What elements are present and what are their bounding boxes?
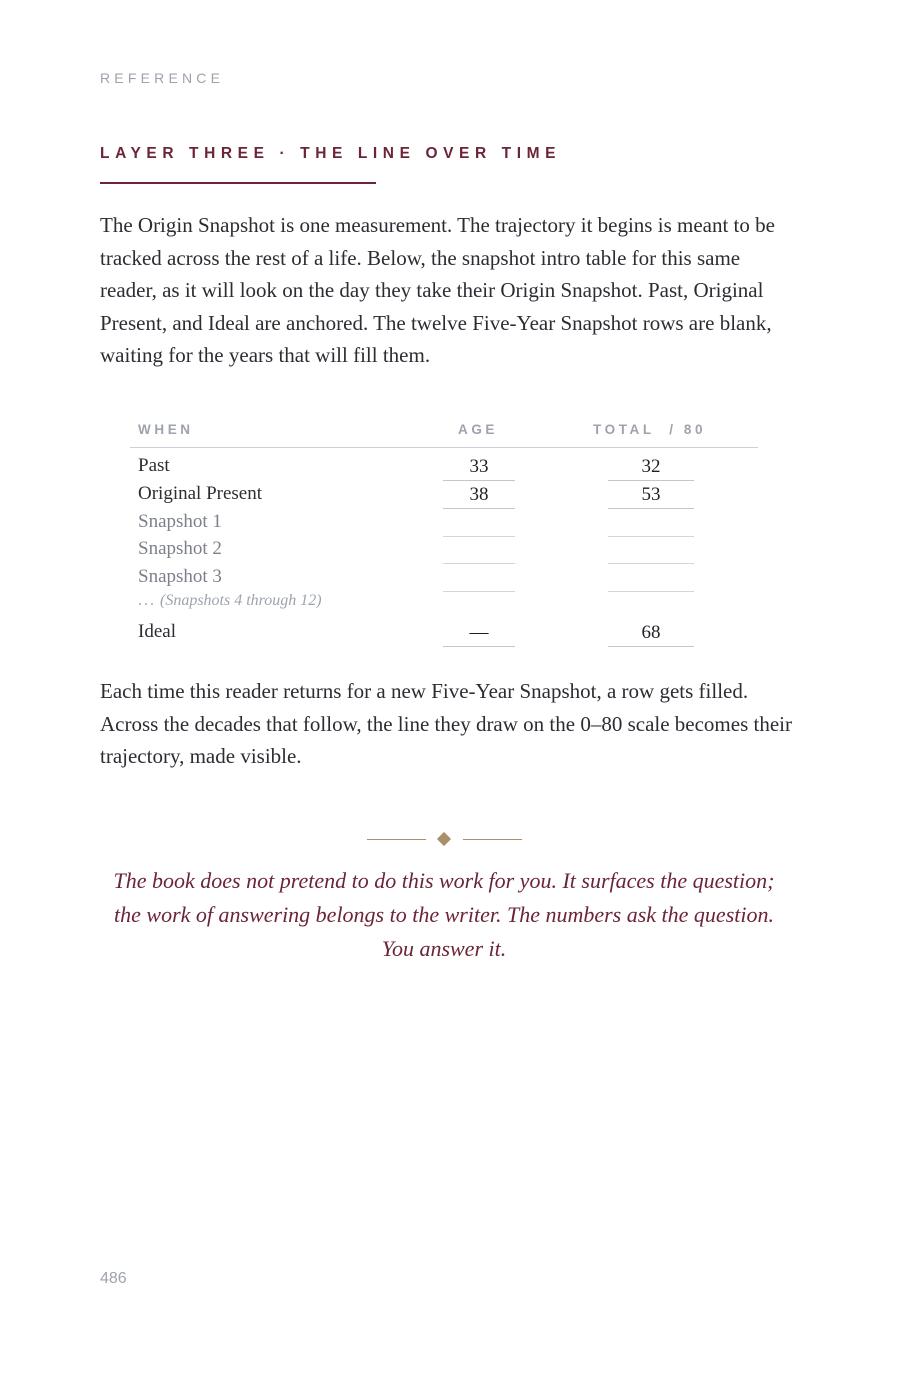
table-ellipsis-row: [138, 592, 322, 610]
section-title: LAYER THREE · THE LINE OVER TIME: [100, 145, 562, 162]
age-blank-cell: [443, 566, 515, 592]
intro-paragraph: The Origin Snapshot is one measurement. The trajectory it begins is meant to be tracked across the rest of a life. Below, the snapshot intro table for this same reader, as it will look on the day they take their Origin Snapshot. Past, Original Present, and Ideal are anchored. The twelve Five-Year Snapshot rows are blank, waiting for the years that will fill them.: [100, 213, 775, 367]
age-blank-cell: [443, 538, 515, 564]
total-blank-cell: [608, 566, 694, 592]
ellipsis-dots: ...: [138, 592, 156, 609]
row-label: Past: [138, 455, 170, 476]
header-total: TOTAL / 80: [593, 422, 707, 437]
age-blank-cell: [443, 511, 515, 537]
table-row-snapshot-1: [130, 508, 758, 535]
row-label: Snapshot 1: [138, 511, 222, 532]
ellipsis-note: (Snapshots 4 through 12): [160, 592, 322, 609]
row-label: Snapshot 2: [138, 538, 222, 559]
age-cell: 38: [443, 483, 515, 509]
header-age: AGE: [457, 422, 499, 437]
total-blank-cell: [608, 511, 694, 537]
total-cell: 68: [608, 621, 694, 647]
ornament-line-left: [367, 839, 426, 840]
total-cell: 53: [608, 483, 694, 509]
table-row-snapshot-3: [130, 563, 758, 590]
age-cell: 33: [443, 455, 515, 481]
section-title-rule: [100, 182, 376, 184]
header-when: WHEN: [138, 422, 194, 437]
row-label: Original Present: [138, 483, 263, 504]
snapshot-intro-table: [130, 414, 758, 643]
table-row-snapshot-2: [130, 535, 758, 562]
closing-quote: The book does not pretend to do this work for you. It surfaces the question; the work of answering belongs to the writer. The numbers ask the question. You answer it.: [113, 868, 775, 961]
row-label: Snapshot 3: [138, 566, 222, 587]
ornament-line-right: [463, 839, 522, 840]
table-row-original-present: [130, 480, 758, 507]
diamond-icon: [437, 832, 451, 846]
row-label: Ideal: [138, 621, 176, 642]
page-number: 486: [100, 1270, 127, 1287]
running-head: REFERENCE: [100, 70, 225, 86]
table-row-ideal: [130, 618, 758, 645]
table-row-past: [130, 452, 758, 479]
followup-paragraph: Each time this reader returns for a new Five-Year Snapshot, a row gets filled. Across the decades that follow, the line they draw on the 0–80 scale becomes their trajectory, made visible.: [100, 679, 792, 768]
table-header: [130, 414, 758, 448]
total-blank-cell: [608, 538, 694, 564]
section-ornament: [367, 832, 522, 848]
age-cell: —: [443, 621, 515, 647]
total-cell: 32: [608, 455, 694, 481]
